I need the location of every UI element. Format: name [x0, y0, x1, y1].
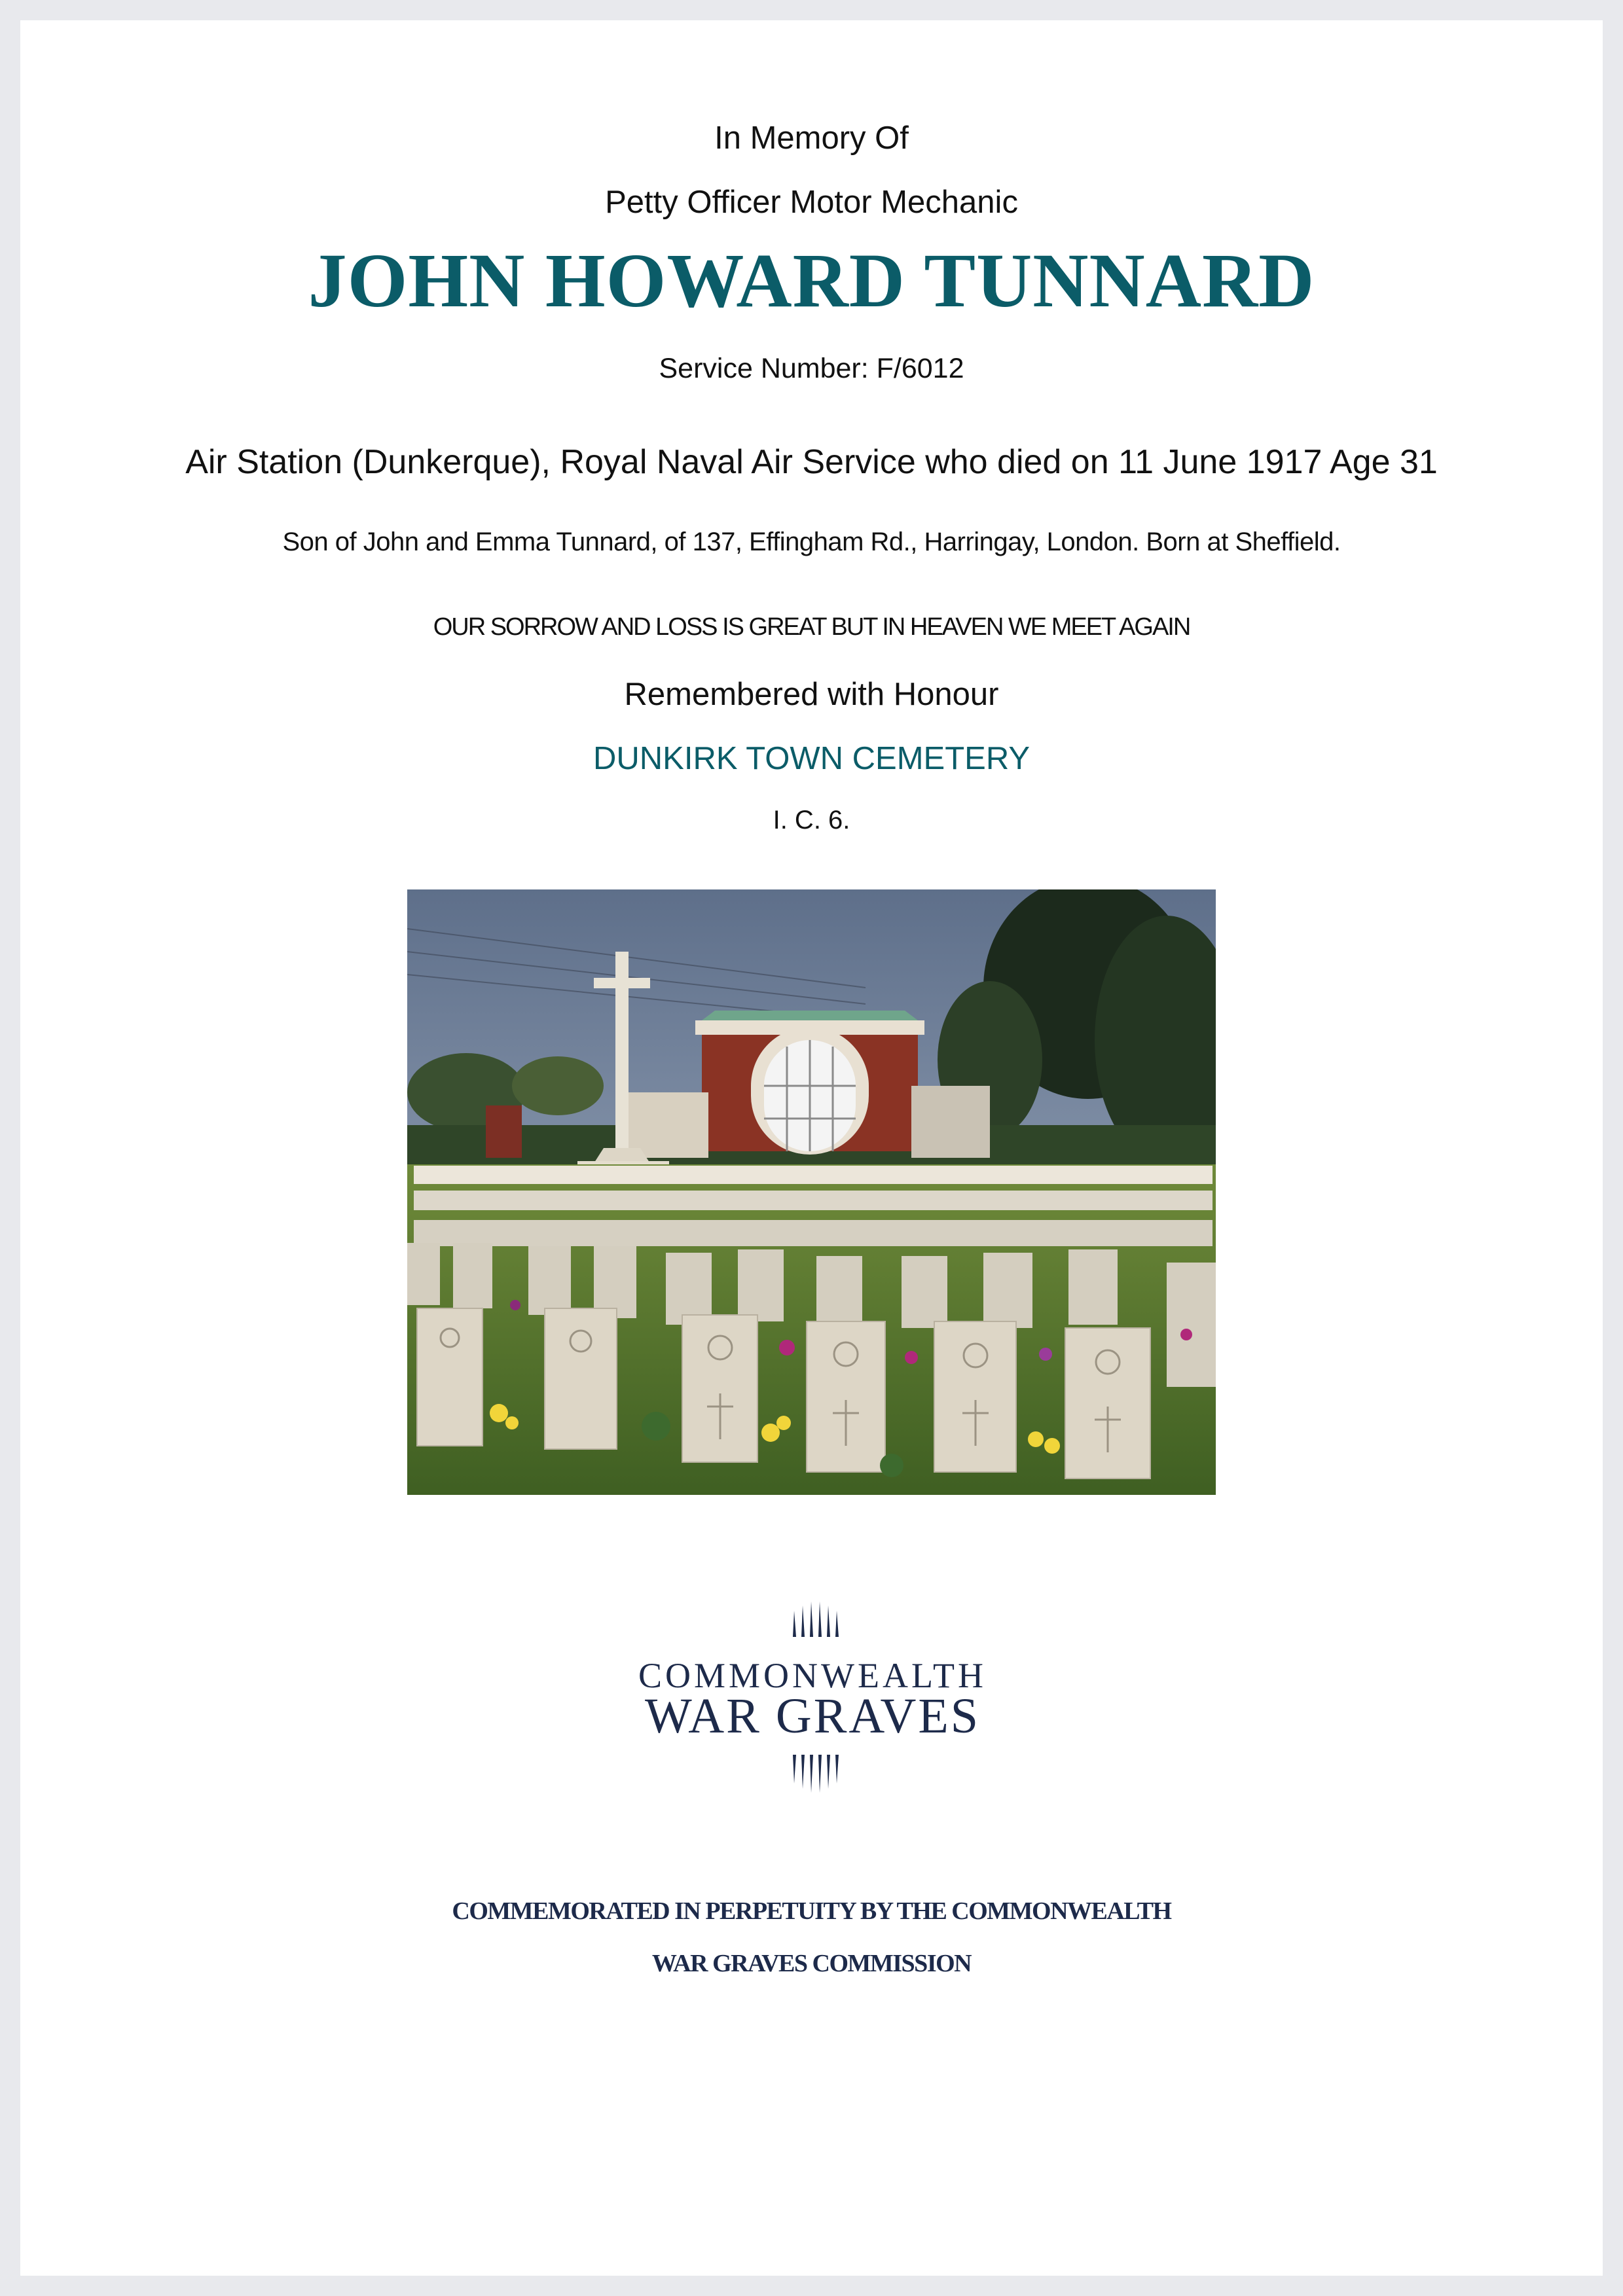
logo-bottom-bars — [583, 1751, 1042, 1797]
logo-line-commonwealth: COMMONWEALTH — [638, 1656, 987, 1695]
footer-line-1: COMMEMORATED IN PERPETUITY BY THE COMMONWEALTH — [452, 1897, 1171, 1925]
cemetery-name: DUNKIRK TOWN CEMETERY — [593, 741, 1030, 776]
rank-text: Petty Officer Motor Mechanic — [605, 185, 1018, 220]
family-details: Son of John and Emma Tunnard, of 137, Effingham Rd., Harringay, London. Born at Sheffield. — [282, 528, 1341, 556]
grave-reference: I. C. 6. — [773, 806, 850, 834]
service-number: Service Number: F/6012 — [659, 353, 964, 384]
logo-line-war-graves: WAR GRAVES — [644, 1689, 981, 1744]
remembered-text: Remembered with Honour — [624, 677, 999, 712]
headstone-rows — [414, 1166, 1213, 1246]
certificate-page — [20, 20, 1603, 2276]
footer-line-2: WAR GRAVES COMMISSION — [651, 1950, 972, 1977]
headstone-inscription: OUR SORROW AND LOSS IS GREAT BUT IN HEAVEN WE MEET AGAIN — [433, 613, 1190, 641]
unit-and-death-line: Air Station (Dunkerque), Royal Naval Air Service who died on 11 June 1917 Age 31 — [185, 443, 1438, 481]
casualty-name: JOHN HOWARD TUNNARD — [308, 238, 1315, 323]
cemetery-photo — [407, 889, 1216, 1495]
intro-text: In Memory Of — [714, 120, 909, 156]
cwgc-logo — [583, 1578, 1042, 1807]
logo-top-bars — [583, 1598, 1042, 1643]
